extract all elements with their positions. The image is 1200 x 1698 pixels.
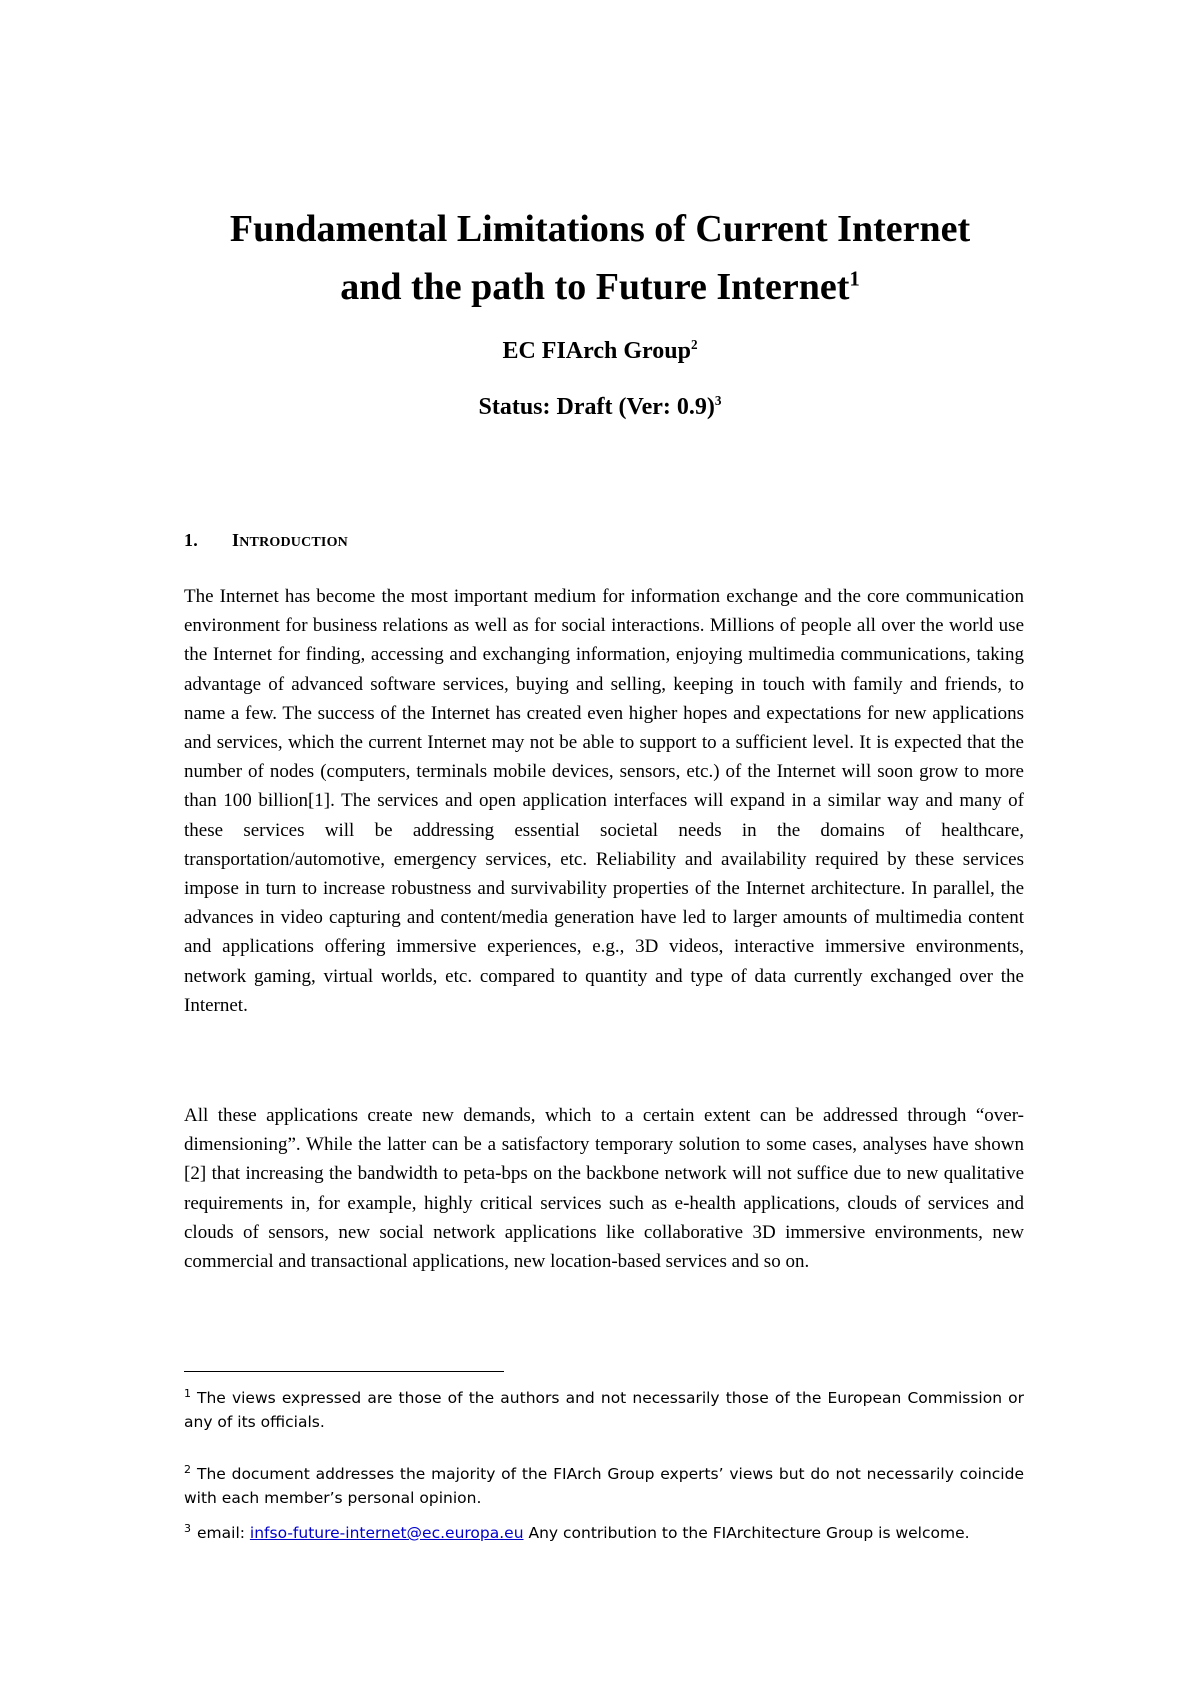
email-link[interactable]: infso-future-internet@ec.europa.eu: [249, 1524, 524, 1542]
footnote-2: [184, 1462, 1024, 1510]
footnote-3: [184, 1521, 1024, 1545]
title-line-2: [0, 258, 1200, 316]
title-line-2-text: and the path to Future Internet: [340, 266, 850, 308]
section-heading-introduction: [184, 530, 348, 551]
introduction-paragraph-1: The Internet has become the most important medium for information exchange and the core communication environment for business relations as well as for social interactions. Millions of people all over the world use the Internet for finding, accessing and exchanging information, enjoying multimedia communications, taking advantage of advanced software services, buying and selling, keeping in touch with family and friends, to name a few. The success of the Internet has created even higher hopes and expectations for new applications and services, which the current Internet may not be able to support to a sufficient level. It is expected that the number of nodes (computers, terminals mobile devices, sensors, etc.) of the Internet will soon grow to more than 100 billion[1]. The services and open application interfaces will expand in a similar way and many of these services will be addressing essential societal needs in the domains of healthcare, transportation/automotive, emergency services, etc. Reliability and availability required by these services impose in turn to increase robustness and survivability properties of the Internet architecture. In parallel, the advances in video capturing and content/media generation have led to larger amounts of multimedia content and applications offering immersive experiences, e.g., 3D videos, interactive immersive environments, network gaming, virtual worlds, etc. compared to quantity and type of data currently exchanged over the Internet.: [184, 586, 1024, 1016]
section-number: 1.: [184, 530, 198, 550]
footnote-1-mark: 1: [184, 1386, 191, 1400]
section-heading-initial: I: [232, 530, 240, 550]
footnote-3-mark: 3: [184, 1521, 191, 1535]
status-line: [0, 394, 1200, 421]
introduction-paragraph-2: All these applications create new demands, which to a certain extent can be addressed through “over-dimensioning”. While the latter can be a satisfactory temporary solution to some cases, analyses have shown [2] that increasing the bandwidth to peta-bps on the backbone network will not suffice due to new qualitative requirements in, for example, highly critical services such as e-health applications, clouds of services and clouds of sensors, new social network applications like collaborative 3D immersive environments, new commercial and transactional applications, new location-based services and so on.: [184, 1105, 1024, 1273]
title-line-1: Fundamental Limitations of Current Internet: [229, 208, 971, 250]
title-footnote-mark: 1: [849, 266, 860, 291]
section-heading-rest: NTRODUCTION: [239, 535, 348, 550]
footnote-2-text: The document addresses the majority of the FIArch Group experts’ views but do not necessarily coincide with each member’s personal opinion.: [184, 1465, 1024, 1507]
footnote-divider: [184, 1371, 504, 1372]
author-footnote-mark: 2: [690, 337, 698, 352]
footnote-3-suffix: Any contribution to the FIArchitecture Group is welcome.: [523, 1524, 970, 1542]
status-footnote-mark: 3: [714, 393, 722, 408]
document-title: [0, 200, 1200, 316]
footnote-2-mark: 2: [184, 1462, 191, 1476]
footnote-1: [184, 1386, 1024, 1434]
footnote-3-prefix: email:: [197, 1524, 250, 1542]
author-line: [0, 338, 1200, 365]
author-name: EC FIArch Group: [502, 338, 691, 364]
status-text: Status: Draft (Ver: 0.9): [478, 394, 715, 420]
footnote-1-text: The views expressed are those of the authors and not necessarily those of the European Commission or any of its officials.: [184, 1389, 1024, 1431]
